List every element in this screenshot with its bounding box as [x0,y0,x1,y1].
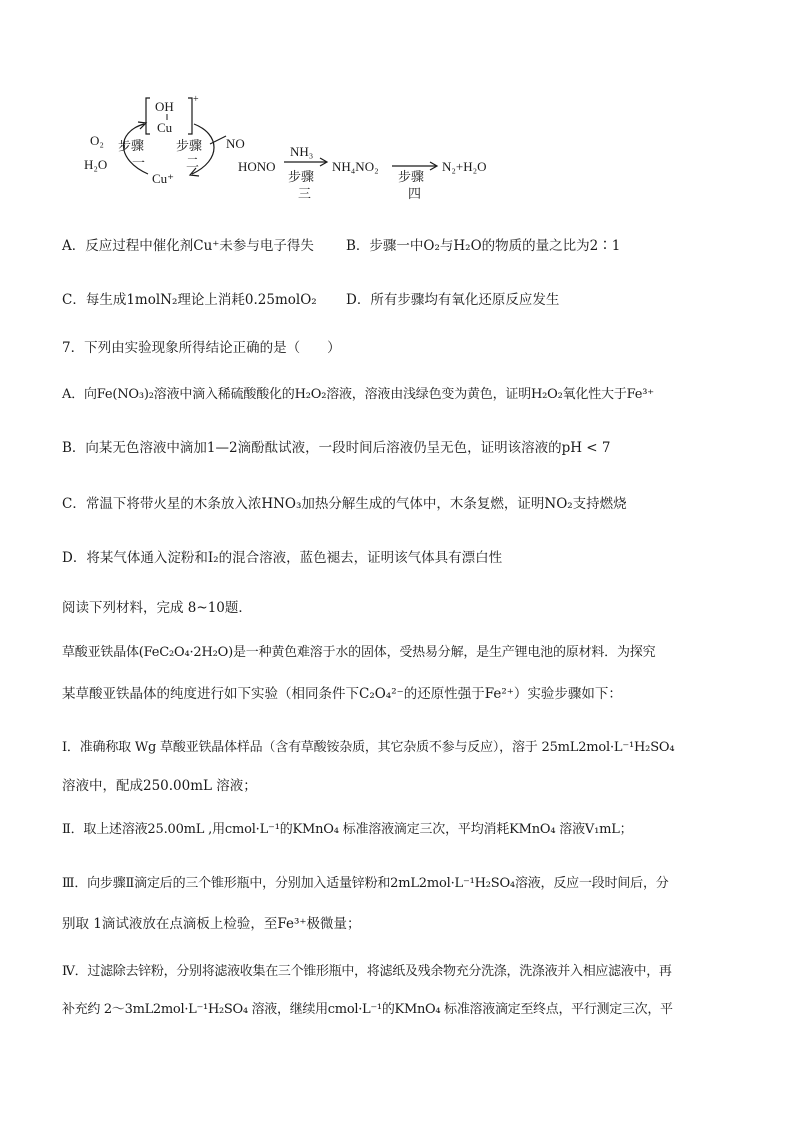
q7-option-d: D．将某气体通入淀粉和I₂的混合溶液，蓝色褪去，证明该气体具有漂白性 [62,550,503,566]
o2-label: O₂ [90,133,104,148]
reading-para-2: 某草酸亚铁晶体的纯度进行如下实验（相同条件下C₂O₄²⁻的还原性强于Fe²⁺）实验步骤如下： [62,686,622,702]
complex-charge: + [193,94,199,105]
no-label: NO [226,136,245,151]
hono-label: HONO [238,159,276,174]
step2-number: 二 [186,155,200,170]
q6-option-a: A．反应过程中催化剂Cu⁺未参与电子得失 [62,238,314,254]
step1-number: 一 [132,155,146,170]
q7-option-c: C．常温下将带火星的木条放入浓HNO₃加热分解生成的气体中，木条复燃，证明NO₂支持燃烧 [62,496,627,512]
q6-option-d: D．所有步骤均有氧化还原反应发生 [346,292,560,308]
reading-intro: 阅读下列材料，完成 8~10题． [62,600,252,616]
cu-plus-label: Cu⁺ [152,171,175,186]
q6-option-b: B．步骤一中O₂与H₂O的物质的量之比为2∶1 [346,238,621,254]
reading-para-1: 草酸亚铁晶体(FeC₂O₄·2H₂O)是一种黄色难溶于水的固体，受热易分解，是生产锂电池的原材料．为探究 [62,645,656,660]
reaction-scheme-svg [80,88,520,208]
q6-option-c: C．每生成1molN₂理论上消耗0.25molO₂ [62,292,317,308]
complex-cu: Cu [157,120,173,135]
step4-label: 步骤 [398,169,425,184]
step-3-line-1: Ⅲ．向步骤Ⅱ滴定后的三个锥形瓶中，分别加入适量锌粉和2mL2mol·L⁻¹H₂SO₄溶液，反应一段时间后，分 [62,876,669,891]
reaction-scheme [80,88,520,208]
q7-option-a: A．向Fe(NO₃)₂溶液中滴入稀硫酸酸化的H₂O₂溶液，溶液由浅绿色变为黄色，证明H₂O₂氧化性大于Fe³⁺ [62,387,654,402]
step1-label: 步骤 [118,138,145,153]
step3-label: 步骤 [288,169,315,184]
step2-label: 步骤 [176,138,203,153]
step-4-line-2: 补充约 2～3mL2mol·L⁻¹H₂SO₄ 溶液，继续用cmol·L⁻¹的KMnO₄ 标准溶液滴定至终点，平行测定三次，平 [62,1002,673,1017]
step-2-line: Ⅱ．取上述溶液25.00mL ,用cmol·L⁻¹的KMnO₄ 标准溶液滴定三次，平均消耗KMnO₄ 溶液V₁mL； [62,822,633,837]
q7-stem: 7．下列由实验现象所得结论正确的是（ ） [62,340,341,356]
step-1-line-1: Ⅰ．准确称取 Wg 草酸亚铁晶体样品（含有草酸铵杂质，其它杂质不参与反应），溶于 25mL2mol·L⁻¹H₂SO₄ [62,740,675,755]
complex-oh: OH [155,99,174,114]
step-4-line-1: Ⅳ．过滤除去锌粉，分别将滤液收集在三个锥形瓶中，将滤纸及残余物充分洗涤，洗涤液并入相应滤液中，再 [62,964,672,979]
q7-option-b: B．向某无色溶液中滴加1—2滴酚酞试液，一段时间后溶液仍呈无色，证明该溶液的pH < 7 [62,440,611,456]
left-bracket [146,98,150,134]
nh3-label: NH₃ [290,144,314,159]
step-3-line-2: 别取 1滴试液放在点滴板上检验，至Fe³⁺极微量； [62,916,361,932]
step-1-line-2: 溶液中，配成250.00mL 溶液； [62,778,257,794]
right-bracket [188,98,192,134]
step3-number: 三 [298,186,312,201]
step4-number: 四 [408,186,422,201]
h2o-label: H₂O [84,157,108,172]
products-label: N₂+H₂O [442,159,487,174]
nh4no2-label: NH₄NO₂ [332,159,379,174]
